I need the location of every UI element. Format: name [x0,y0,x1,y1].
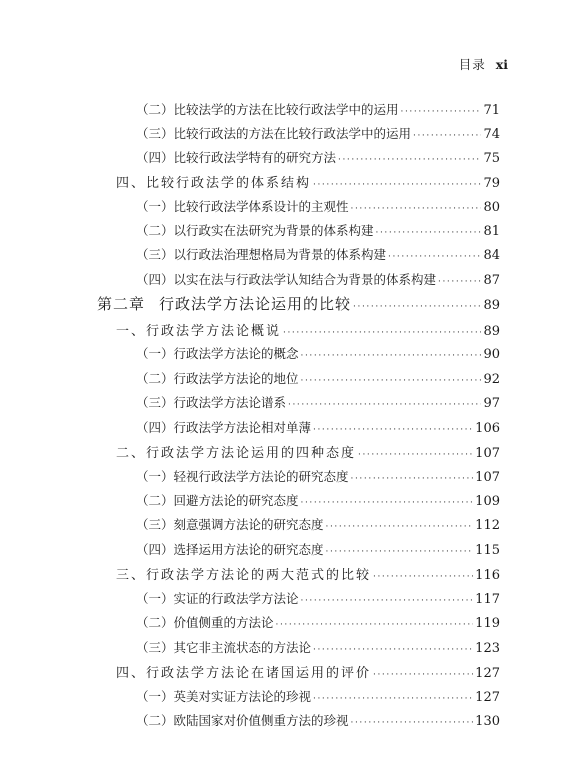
dot-leader [438,277,481,287]
toc-entry-page: 74 [483,127,500,142]
toc-entry-page: 107 [475,470,500,485]
toc-entry [0,540,587,558]
toc-entry [0,418,587,436]
toc-entry [0,270,587,288]
toc-entry-title: （三）比较行政法的方法在比较行政法学中的运用 [136,126,412,141]
dot-leader [373,572,473,582]
toc-chapter-title [97,293,351,314]
toc-entry-title: （二）行政法学方法论的地位 [136,371,299,386]
toc-section-title: 三、行政法学方法论的两大范式的比较 [116,568,372,583]
toc-entry-title: （三）以行政法治理想格局为背景的体系构建 [136,247,387,262]
dot-leader [401,107,482,117]
toc-entry-title: （二）价值侧重的方法论 [136,615,274,630]
dot-leader [313,180,481,190]
dot-leader [301,498,474,508]
toc-entry [0,148,587,166]
toc-entry-page: 119 [475,616,500,631]
toc-entry-page: 109 [475,494,500,509]
toc-entry-page: 84 [483,248,500,263]
toc-entry [0,344,587,362]
toc-entry-title: （一）实证的行政法学方法论 [136,591,299,606]
dot-leader [373,670,473,680]
toc-entry-title: （四）选择运用方法论的研究态度 [136,542,324,557]
toc-entry [0,613,587,631]
toc-section-title: 一、行政法学方法论概说 [116,324,282,339]
dot-leader [358,450,473,460]
dot-leader [301,351,482,361]
dot-leader [313,694,473,704]
dot-leader [351,718,474,728]
header-page-number: xi [495,57,508,72]
toc-entry-title: （三）刻意强调方法论的研究态度 [136,517,324,532]
toc-entry-title: （二）以行政实在法研究为背景的体系构建 [136,223,374,238]
toc-entry [0,221,587,239]
toc-section-title: 四、比较行政法学的体系结构 [116,176,312,191]
toc-entry-page: 115 [475,543,500,558]
toc-section [0,320,587,339]
toc-entry [0,589,587,607]
toc-section-page: 79 [483,176,500,191]
dot-leader [351,204,482,214]
dot-leader [301,376,482,386]
toc-entry-page: 81 [483,224,500,239]
toc-entry-title: （一）轻视行政法学方法论的研究态度 [136,469,349,484]
toc-entry [0,491,587,509]
toc-entry-page: 71 [483,103,500,118]
toc-entry [0,687,587,705]
toc-chapter [0,293,587,314]
toc-entry-title: （二）回避方法论的研究态度 [136,493,299,508]
dot-leader [301,596,474,606]
dot-leader [326,522,474,532]
toc-chapter-page: 89 [483,298,500,313]
toc-section-page: 116 [475,568,500,583]
toc-section [0,442,587,461]
toc-entry-page: 130 [475,714,500,729]
header-title: 目录 [458,57,486,72]
toc-entry-title: （四）以实在法与行政法学认知结合为背景的体系构建 [136,272,437,287]
toc-section [0,172,587,191]
toc-entry-page: 90 [483,347,500,362]
toc-section-page: 107 [475,446,500,461]
toc-entry-title: （二）欧陆国家对价值侧重方法的珍视 [136,713,349,728]
toc-entry [0,467,587,485]
dot-leader [388,252,481,262]
toc-section [0,662,587,681]
chapter-title: 行政法学方法论运用的比较 [159,295,352,313]
toc-entry-page: 112 [475,518,500,533]
toc-entry [0,369,587,387]
toc-entry-page: 92 [483,372,500,387]
toc-section-page: 89 [483,324,500,339]
toc-entry-page: 117 [475,592,500,607]
toc-section-title: 四、行政法学方法论在诸国运用的评价 [116,666,372,681]
toc-entry [0,100,587,118]
toc-entry-page: 106 [475,421,500,436]
toc-entry-page: 75 [483,151,500,166]
toc-entry-title: （三）其它非主流状态的方法论 [136,640,312,655]
toc-entry [0,638,587,656]
toc-entry [0,245,587,263]
toc-entry-page: 87 [483,273,500,288]
dot-leader [276,620,474,630]
chapter-label: 第二章 [97,295,146,313]
toc-entry-title: （二）比较法学的方法在比较行政法学中的运用 [136,102,399,117]
toc-entry [0,393,587,411]
toc-entry-title: （三）行政法学方法论谱系 [136,395,287,410]
toc-section [0,564,587,583]
toc-entry-title: （四）比较行政法学特有的研究方法 [136,150,337,165]
dot-leader [288,400,481,410]
toc-entry [0,124,587,142]
dot-leader [326,547,474,557]
toc-entry [0,515,587,533]
toc-entry [0,711,587,729]
toc-entry-page: 80 [483,200,500,215]
dot-leader [351,474,474,484]
dot-leader [313,425,473,435]
dot-leader [338,155,481,165]
toc-entry-title: （一）英美对实证方法论的珍视 [136,689,312,704]
toc-entry [0,197,587,215]
toc-entry-page: 123 [475,641,500,656]
dot-leader [313,645,473,655]
toc-entry-title: （一）比较行政法学体系设计的主观性 [136,199,349,214]
toc-section-page: 127 [475,666,500,681]
toc-entry-page: 97 [483,396,500,411]
toc-section-title: 二、行政法学方法论运用的四种态度 [116,446,357,461]
dot-leader [376,228,482,238]
dot-leader [413,131,481,141]
dot-leader [353,302,481,312]
toc-entry-title: （一）行政法学方法论的概念 [136,346,299,361]
toc-entry-page: 127 [475,690,500,705]
dot-leader [283,328,481,338]
toc-entry-title: （四）行政法学方法论相对单薄 [136,420,312,435]
